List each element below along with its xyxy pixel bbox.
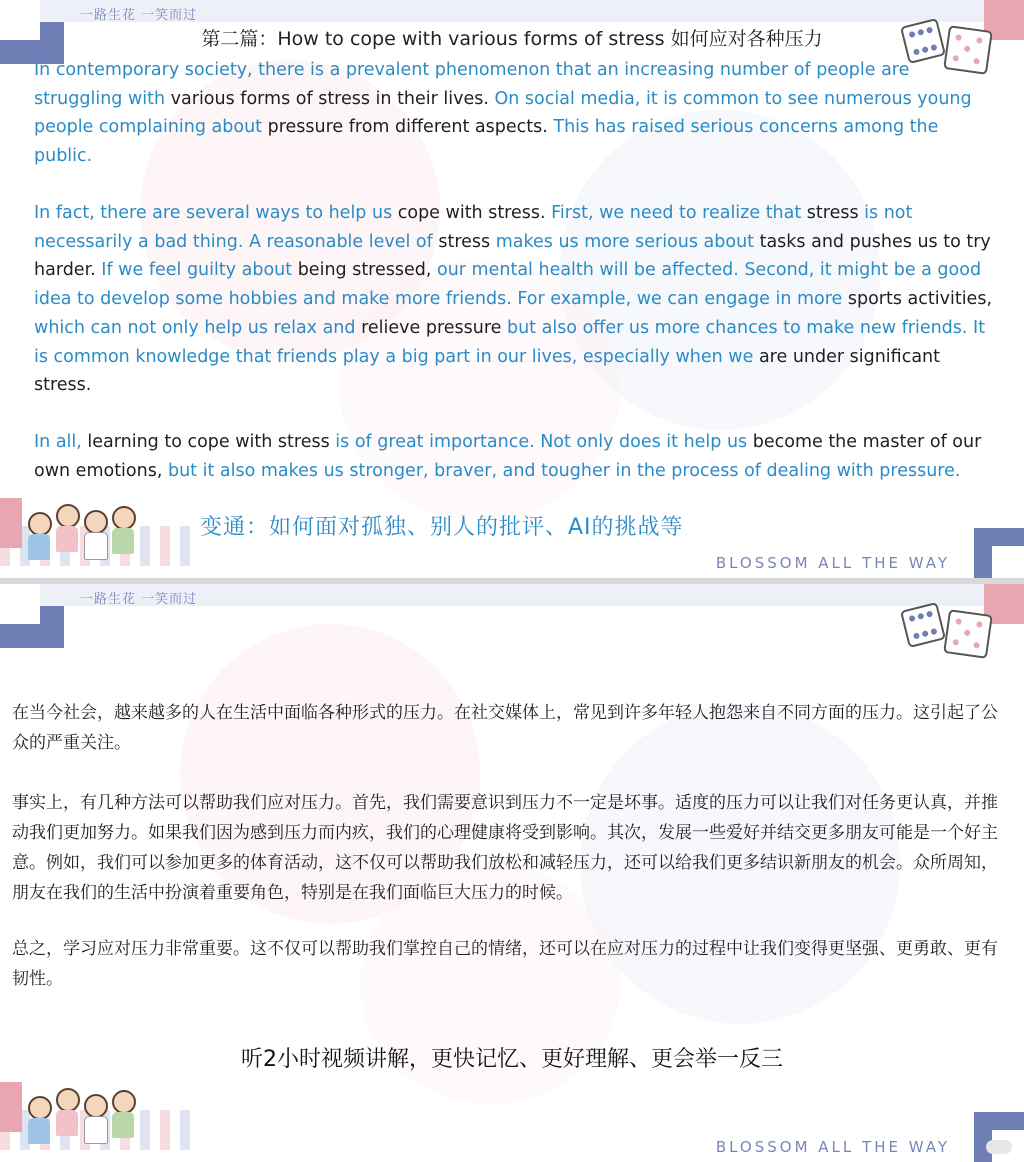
sentence-segment: is of great importance. Not only does it help us (329, 432, 753, 452)
keyword-phrase: pressure from different aspects. (267, 117, 548, 138)
page-tag (986, 1140, 1012, 1154)
sentence-segment: makes us more serious about (490, 231, 760, 252)
english-paragraph-intro (34, 56, 994, 171)
header-slogan: 一路生花 一笑而过 (80, 8, 198, 23)
sentence-segment: If we feel guilty about (95, 260, 298, 281)
keyword-phrase: stress (806, 203, 859, 223)
keyword-phrase: tasks and pushes us to try harder. (34, 231, 991, 281)
promo-text: 听2小时视频讲解，更快记忆、更好理解、更会举一反三 (241, 1047, 783, 1072)
keyword-phrase: stress (438, 231, 491, 252)
keyword-phrase: various forms of stress in their lives. (170, 88, 489, 109)
chinese-paragraph-body: 事实上，有几种方法可以帮助我们应对压力。首先，我们需要意识到压力不一定是坏事。适度的压力可以让我们对任务更认真，并推动我们更加努力。如果我们因为感到压力而内疚，我们的心理健康将受到影响。其次，发展一些爱好并结交更多朋友可能是一个好主意。例如，我们可以参加更多的体育活动，这不仅可以帮助我们放松和减轻压力，还可以给我们更多结识新朋友的机会。众所周知，朋友在我们的生活中扮演着重要角色，特别是在我们面临巨大压力的时候。 (12, 793, 998, 903)
sentence-segment: which can not only help us relax and (34, 317, 362, 338)
variation-note: 变通：如何面对孤独、别人的批评、AI的挑战等 (200, 515, 684, 540)
page-title: 第二篇：How to cope with various forms of stress 如何应对各种压力 (201, 28, 823, 50)
chinese-paragraph-intro: 在当今社会，越来越多的人在生活中面临各种形式的压力。在社交媒体上，常见到许多年轻人抱怨来自不同方面的压力。这引起了公众的严重关注。 (12, 703, 998, 753)
sentence-segment: First, we need to realize that (545, 203, 807, 223)
keyword-phrase: being stressed, (297, 260, 432, 281)
sentence-segment: On social media, it is common to see numerous young people complaining about (34, 88, 972, 138)
sentence-segment: our mental health will be affected. Second, it might be a good idea to develop some hobbies and make more friends. For example, we can engage in more (34, 260, 982, 310)
keyword-phrase: become the master of our own emotions, (34, 432, 982, 481)
english-paragraph-body (34, 199, 994, 400)
keyword-phrase: sports activities, (847, 289, 993, 310)
sentence-segment: but also offer us more chances to make new friends. It is common knowledge that friends play a big part in our lives, especially when we (34, 317, 986, 367)
sentence-segment: In fact, there are several ways to help us (34, 203, 398, 223)
keyword-phrase: cope with stress. (397, 203, 546, 223)
english-paragraph-conclusion (34, 428, 994, 485)
chinese-paragraph-conclusion: 总之，学习应对压力非常重要。这不仅可以帮助我们掌控自己的情绪，还可以在应对压力的过程中让我们变得更坚强、更勇敢、更有韧性。 (12, 939, 998, 989)
page-chinese (0, 584, 1024, 1162)
kids-illustration (18, 490, 168, 560)
dice-icon (900, 602, 946, 648)
keyword-phrase: are under significant stress. (34, 346, 940, 396)
footer-brand: BLOSSOM ALL THE WAY (715, 554, 950, 572)
keyword-phrase: learning to cope with stress (87, 432, 330, 452)
footer-brand: BLOSSOM ALL THE WAY (715, 1138, 950, 1156)
dice-icon (943, 609, 993, 659)
sentence-segment: In all, (34, 432, 88, 452)
sentence-segment: In contemporary society, there is a prevalent phenomenon that an increasing number of people are struggling with (34, 60, 910, 109)
page-english (0, 0, 1024, 578)
kids-illustration (18, 1074, 168, 1144)
header-slogan: 一路生花 一笑而过 (80, 592, 198, 607)
sentence-segment: but it also makes us stronger, braver, and tougher in the process of dealing with pressure. (162, 460, 961, 481)
sentence-segment: This has raised serious concerns among the public. (34, 117, 939, 167)
sentence-segment: is not necessarily a bad thing. A reasonable level of (34, 203, 913, 252)
keyword-phrase: relieve pressure (361, 317, 502, 338)
